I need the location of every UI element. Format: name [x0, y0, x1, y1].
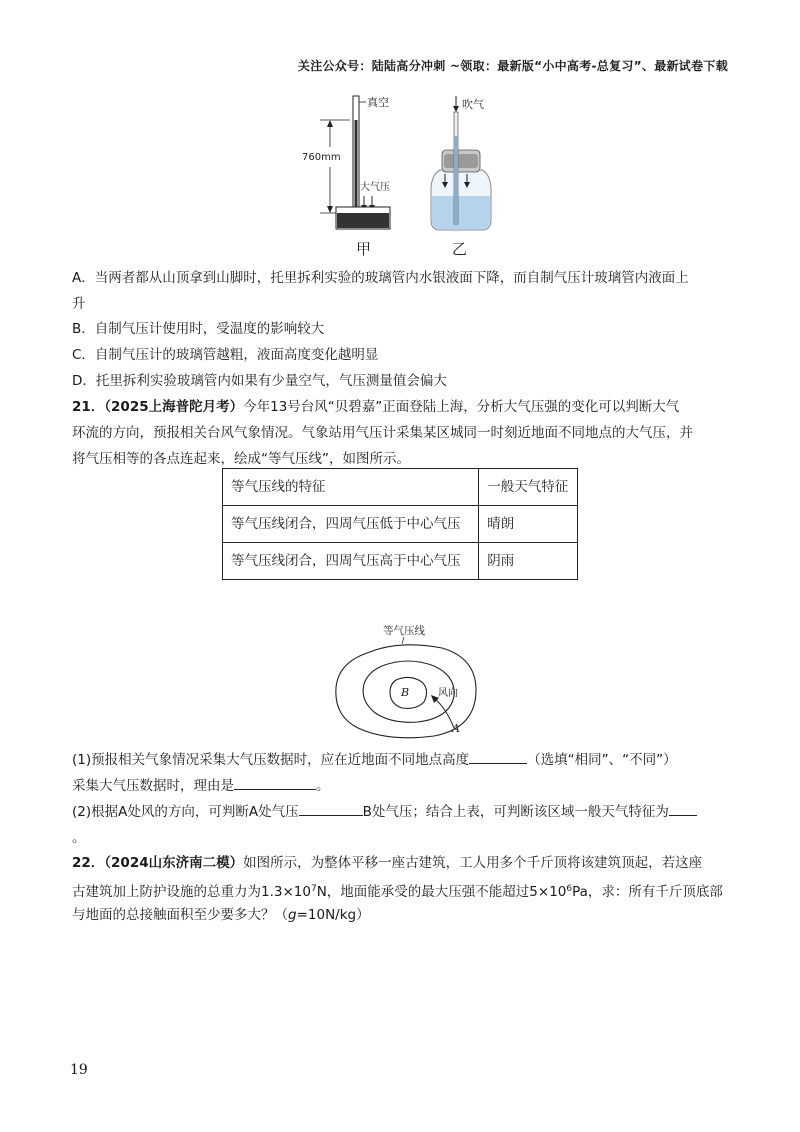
- option-c: C．自制气压计的玻璃管越粗，液面高度变化越明显: [72, 347, 379, 363]
- q21-sub1-line2: 采集大气压数据时，理由是 。: [72, 778, 330, 794]
- blow-label: 吹气: [462, 98, 484, 111]
- table-cell: 阴雨: [479, 543, 578, 580]
- table-header: 一般天气特征: [479, 469, 578, 506]
- page-header: 关注公众号：陆陆高分冲刺 ~领取：最新版“小中高考-总复习”、最新试卷下载: [297, 59, 728, 73]
- label-b: B: [401, 686, 410, 699]
- answer-blank[interactable]: [299, 802, 363, 816]
- isobar-feature-table: [222, 468, 578, 580]
- table-row: [223, 543, 578, 580]
- answer-blank[interactable]: [234, 776, 316, 790]
- q22-line2: 古建筑加上防护设施的总重力为$1.3\times 10^7N$，地面能承受的最大压强不能超过$5\times 10^6Pa$，求：所有千斤顶底部: [72, 884, 723, 900]
- table-row: [223, 506, 578, 543]
- label-jia: 甲: [356, 240, 372, 258]
- q21-line3: 将气压相等的各点连起来，绘成“等气压线”，如图所示。: [72, 451, 410, 467]
- isobar-title: 等气压线: [383, 625, 425, 637]
- homemade-barometer: [431, 96, 491, 258]
- pressure-label: 大气压: [360, 182, 390, 193]
- q21-line2: 环流的方向，预报相关台风气象情况。气象站用气压计采集某区城同一时刻近地面不同地点的大气压，并: [72, 425, 693, 441]
- table-cell: 晴朗: [479, 506, 578, 543]
- isobar-figure: [330, 622, 480, 742]
- label-yi: 乙: [452, 240, 468, 258]
- table-header: 等气压线的特征: [223, 469, 479, 506]
- q21-sub2-line1: (2)根据A处风的方向，可判断A处气压 B处气压；结合上表，可判断该区域一般天气特征为: [72, 799, 697, 825]
- option-d: D．托里拆利实验玻璃管内如果有少量空气，气压测量值会偏大: [72, 373, 447, 389]
- table-cell: 等气压线闭合，四周气压高于中心气压: [223, 543, 479, 580]
- height-label: 760mm: [302, 152, 341, 163]
- option-a-line2: 升: [72, 296, 86, 312]
- q21-number: 21．（2025上海普陀月考）: [72, 399, 244, 415]
- q22-line1: 22．（2024山东济南二模）如图所示，为整体平移一座古建筑，工人用多个千斤顶将该建筑顶起，若这座: [72, 855, 703, 871]
- option-b: B．自制气压计使用时，受温度的影响较大: [72, 321, 325, 337]
- page-number: 19: [70, 1062, 88, 1078]
- q22-line3: 与地面的总接触面积至少要多大？（g=10N/kg）: [72, 907, 370, 923]
- q21-sub2-line2: 。: [72, 830, 86, 846]
- torricelli-apparatus: [302, 95, 390, 258]
- table-header-row: [223, 469, 578, 506]
- q22-number: 22．（2024山东济南二模）: [72, 855, 244, 871]
- answer-blank[interactable]: [469, 750, 527, 764]
- label-wind: 风向: [438, 688, 458, 699]
- label-a: A: [452, 722, 460, 735]
- q21-line1: 21．（2025上海普陀月考）今年13号台风“贝碧嘉”正面登陆上海，分析大气压强的变化可以判断大气: [72, 399, 680, 415]
- option-a-line1: A．当两者都从山顶拿到山脚时，托里拆利实验的玻璃管内水银液面下降，而自制气压计玻璃管内液面上: [72, 270, 689, 286]
- answer-blank[interactable]: [669, 802, 697, 816]
- table-cell: 等气压线闭合，四周气压低于中心气压: [223, 506, 479, 543]
- barometer-figure: [300, 92, 530, 262]
- q21-sub1-line1: (1)预报相关气象情况采集大气压数据时，应在近地面不同地点高度 （选填“相同”、“不同”）: [72, 752, 677, 768]
- vacuum-label: 真空: [367, 96, 389, 109]
